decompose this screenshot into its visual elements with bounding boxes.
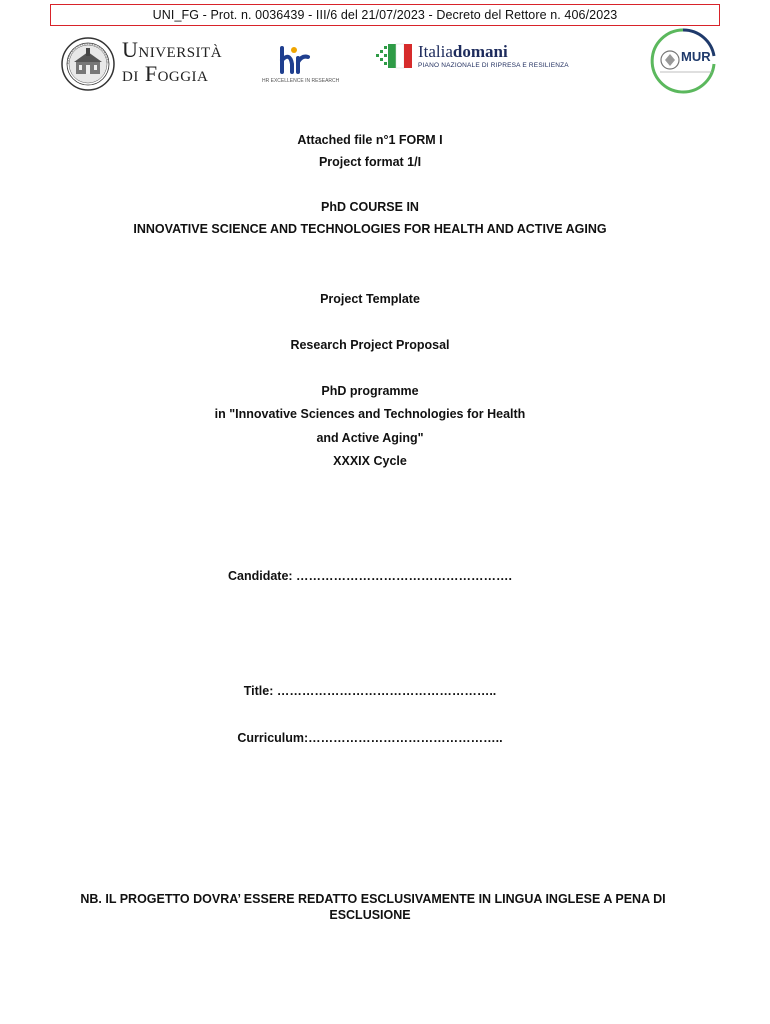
protocol-stamp: UNI_FG - Prot. n. 0036439 - III/6 del 21/07/2023 - Decreto del Rettore n. 406/2023 [50, 4, 720, 26]
university-name-line2: di Foggia [122, 61, 209, 86]
cycle-label: XXXIX Cycle [333, 454, 407, 468]
university-crest-icon [60, 36, 116, 92]
note-line-1: NB. IL PROGETTO DOVRA’ ESSERE REDATTO ESCLUSIVAMENTE IN LINGUA INGLESE A PENA DI [80, 892, 666, 906]
candidate-field: Candidate: ……………………………………………. [227, 569, 513, 583]
mur-logo [646, 26, 720, 96]
italiadomani-subtitle: PIANO NAZIONALE DI RIPRESA E RESILIENZA [418, 62, 569, 69]
hr-excellence-logo [262, 42, 340, 86]
university-logo [60, 36, 250, 96]
research-proposal-title: Research Project Proposal [290, 338, 450, 352]
programme-line-2: in "Innovative Sciences and Technologies for Health [214, 407, 526, 421]
curriculum-field: Curriculum:……………………………………….. [237, 731, 503, 745]
italiadomani-suffix: domani [452, 42, 508, 61]
programme-line-3: and Active Aging" [316, 431, 424, 445]
hr-logo-caption: HR EXCELLENCE IN RESEARCH [262, 78, 340, 84]
hr-logo-icon [262, 42, 328, 78]
attached-file-label: Attached file n°1 FORM I [297, 133, 443, 147]
italiadomani-flag-icon [374, 42, 416, 72]
title-field: Title: …………………………………………….. [243, 684, 497, 698]
project-template-title: Project Template [320, 292, 420, 306]
project-format-label: Project format 1/I [318, 155, 422, 169]
course-heading: PhD COURSE IN [321, 200, 419, 214]
italiadomani-logo [374, 42, 584, 76]
university-name-line1: Università [122, 37, 223, 62]
programme-line-1: PhD programme [321, 384, 419, 398]
note-line-2: ESCLUSIONE [329, 908, 411, 922]
course-name: INNOVATIVE SCIENCE AND TECHNOLOGIES FOR HEALTH AND ACTIVE AGING [133, 222, 607, 236]
mur-logo-text: MUR [681, 49, 711, 64]
italiadomani-prefix: Italia [418, 42, 453, 61]
